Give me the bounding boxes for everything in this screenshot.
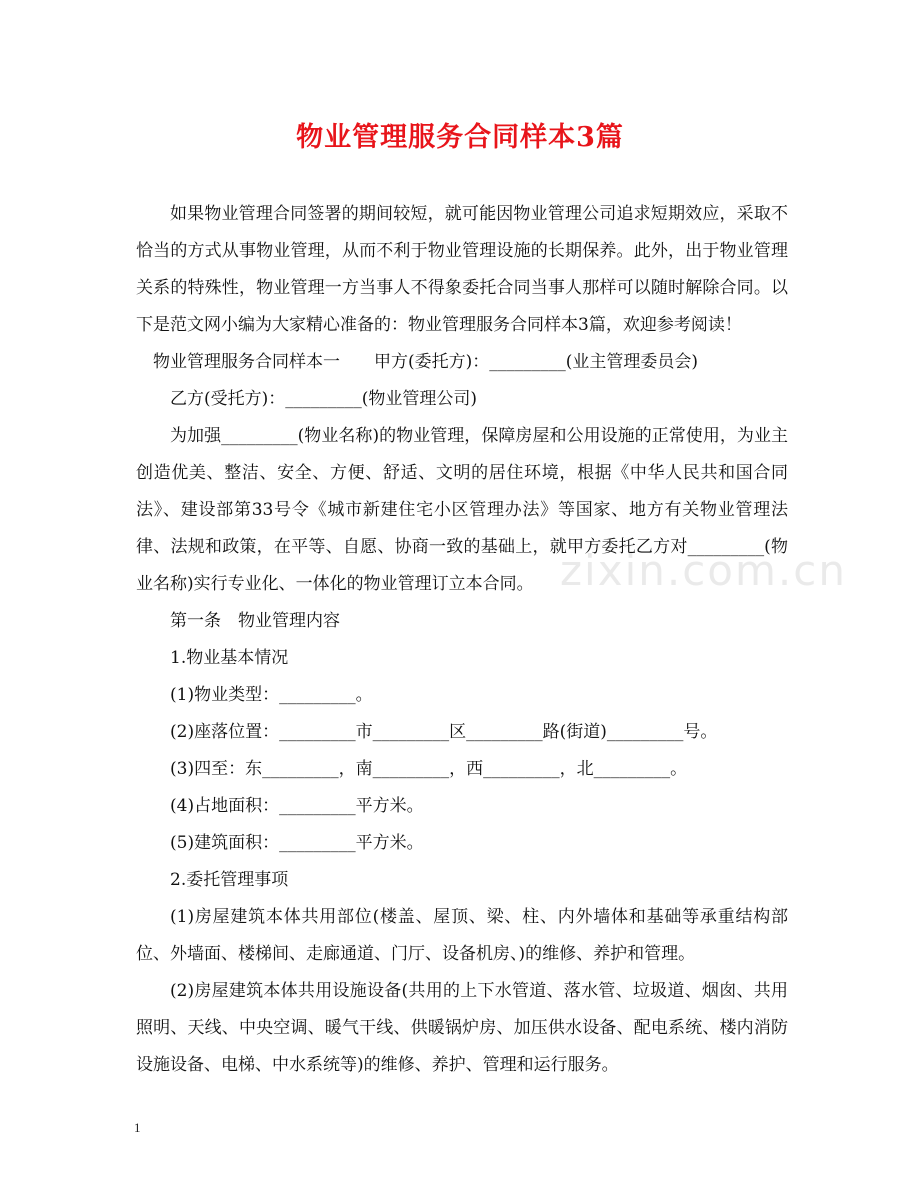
property-type-line: (1)物业类型：_________。 (170, 685, 373, 705)
shared-parts-paragraph: (1)房屋建筑本体共用部位(楼盖、屋顶、梁、柱、内外墙体和基础等承重结构部位、外墙面、楼梯间、走廊通道、门厅、设备机房、)的维修、养护和管理。 (136, 907, 788, 964)
shared-facilities-paragraph: (2)房屋建筑本体共用设施设备(共用的上下水管道、落水管、垃圾道、烟囱、共用照明、天线、中央空调、暖气干线、供暖锅炉房、加压供水设备、配电系统、楼内消防设施设备、电梯、中水系统等)的维修、养护、管理和运行服务。 (136, 981, 788, 1075)
entrusted-matters-heading: 2.委托管理事项 (170, 870, 289, 890)
page-number: 1 (134, 1120, 141, 1135)
document-title: 物业管理服务合同样本3篇 (296, 122, 624, 153)
boundaries-line: (3)四至：东_________，南_________，西_________，北_________。 (170, 759, 688, 779)
document-body (136, 196, 788, 1084)
watermark-text: zixin.com.cn (560, 546, 847, 595)
purpose-paragraph: 为加强_________(物业名称)的物业管理，保障房屋和公用设施的正常使用，为业主创造优美、整洁、安全、方便、舒适、文明的居住环境，根据《中华人民共和国合同法》、建设部第33号令《城市新建住宅小区管理办法》等国家、地方有关物业管理法律、法规和政策，在平等、自愿、协商一致的基础上，就甲方委托乙方对_________(物业名称)实行专业化、一体化的物业管理订立本合同。 (136, 426, 788, 594)
contract-sample-heading: 物业管理服务合同样本一 甲方(委托方)：_________(业主管理委员会) (153, 352, 699, 372)
party-b-line: 乙方(受托方)：_________(物业管理公司) (170, 389, 478, 409)
article-one-heading: 第一条 物业管理内容 (170, 611, 340, 631)
property-basics-heading: 1.物业基本情况 (170, 648, 289, 668)
intro-paragraph: 如果物业管理合同签署的期间较短，就可能因物业管理公司追求短期效应，采取不恰当的方式从事物业管理，从而不利于物业管理设施的长期保养。此外，出于物业管理关系的特殊性，物业管理一方当事人不得象委托合同当事人那样可以随时解除合同。以下是范文网小编为大家精心准备的：物业管理服务合同样本3篇，欢迎参考阅读！ (136, 204, 788, 335)
location-line: (2)座落位置：_________市_________区_________路(街道)_________号。 (170, 722, 718, 742)
building-area-line: (5)建筑面积：_________平方米。 (170, 833, 424, 853)
land-area-line: (4)占地面积：_________平方米。 (170, 796, 424, 816)
